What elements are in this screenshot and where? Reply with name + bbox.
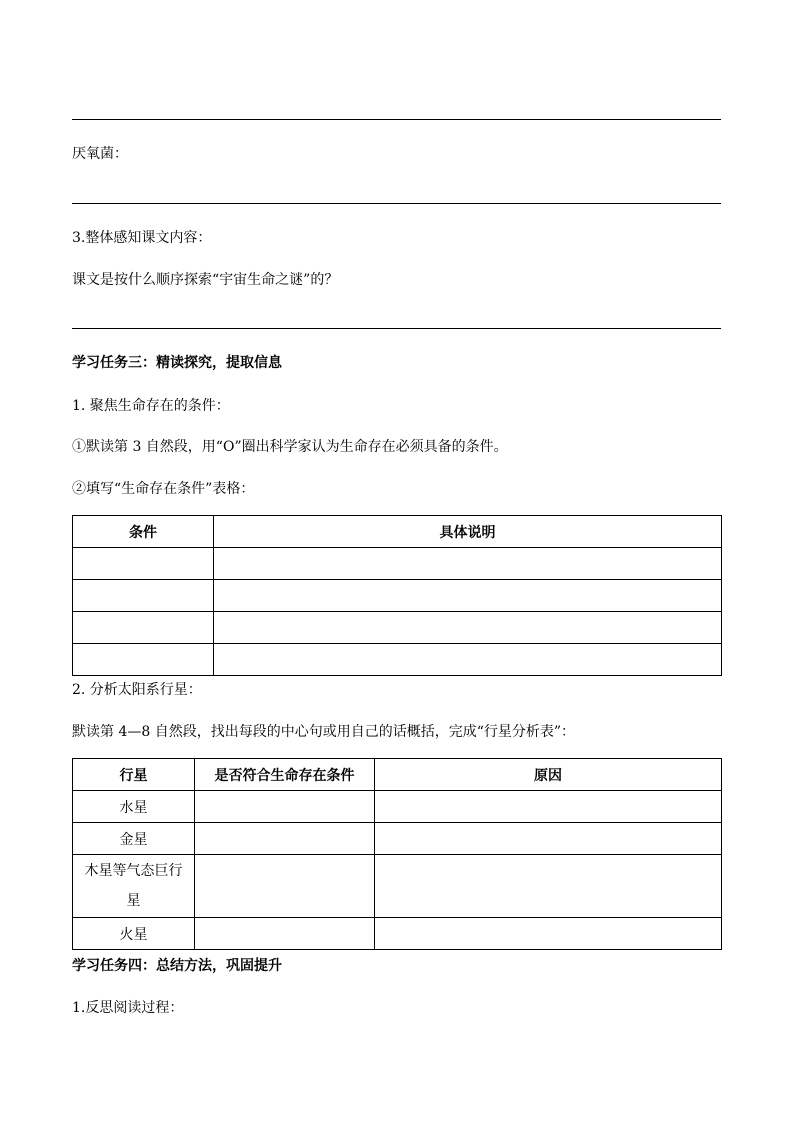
description-cell[interactable] [214,580,722,612]
header-description: 具体说明 [214,516,722,548]
anaerobe-label: 厌氧菌： [72,146,128,162]
reason-cell[interactable] [375,855,722,918]
header-planet: 行星 [73,759,195,791]
table-row [73,791,722,823]
description-cell[interactable] [214,644,722,676]
task3-question: 3.整体感知课文内容： [72,230,212,246]
table-row [73,612,722,644]
table-row [73,644,722,676]
planet-name: 水星 [73,791,195,823]
reflect-question: 1.反思阅读过程： [72,1000,184,1016]
table-row [73,823,722,855]
planet-name: 金星 [73,823,195,855]
table-header-row [73,759,722,791]
task4-heading: 学习任务四：总结方法，巩固提升 [72,958,282,974]
fits-cell[interactable] [195,918,375,950]
task3-heading: 学习任务三：精读探究，提取信息 [72,355,282,371]
conditions-table [72,515,722,676]
description-cell[interactable] [214,548,722,580]
planet-name: 木星等气态巨行星 [73,855,195,918]
condition-cell[interactable] [73,644,214,676]
answer-line [72,328,721,329]
reason-cell[interactable] [375,791,722,823]
table-row [73,580,722,612]
table-row [73,548,722,580]
condition-cell[interactable] [73,580,214,612]
table-row [73,918,722,950]
reason-cell[interactable] [375,823,722,855]
header-fits-conditions: 是否符合生命存在条件 [195,759,375,791]
fits-cell[interactable] [195,823,375,855]
reason-cell[interactable] [375,918,722,950]
answer-line [72,203,721,204]
fits-cell[interactable] [195,791,375,823]
answer-line [72,119,721,120]
planets-instruction: 默读第 4—8 自然段，找出每段的中心句或用自己的话概括，完成“行星分析表”： [72,724,576,740]
fits-cell[interactable] [195,855,375,918]
header-reason: 原因 [375,759,722,791]
planet-name: 火星 [73,918,195,950]
order-question: 课文是按什么顺序探索“宇宙生命之谜”的？ [72,272,339,288]
description-cell[interactable] [214,612,722,644]
planets-heading: 2. 分析太阳系行星： [72,682,202,698]
step2-instruction: ②填写“生命存在条件”表格： [72,481,255,497]
step1-instruction: ①默读第 3 自然段，用“O”圈出科学家认为生命存在必须具备的条件。 [72,439,508,455]
planets-table [72,758,722,950]
table-header-row [73,516,722,548]
conditions-heading: 1. 聚焦生命存在的条件： [72,398,230,414]
condition-cell[interactable] [73,612,214,644]
condition-cell[interactable] [73,548,214,580]
table-row [73,855,722,918]
header-condition: 条件 [73,516,214,548]
